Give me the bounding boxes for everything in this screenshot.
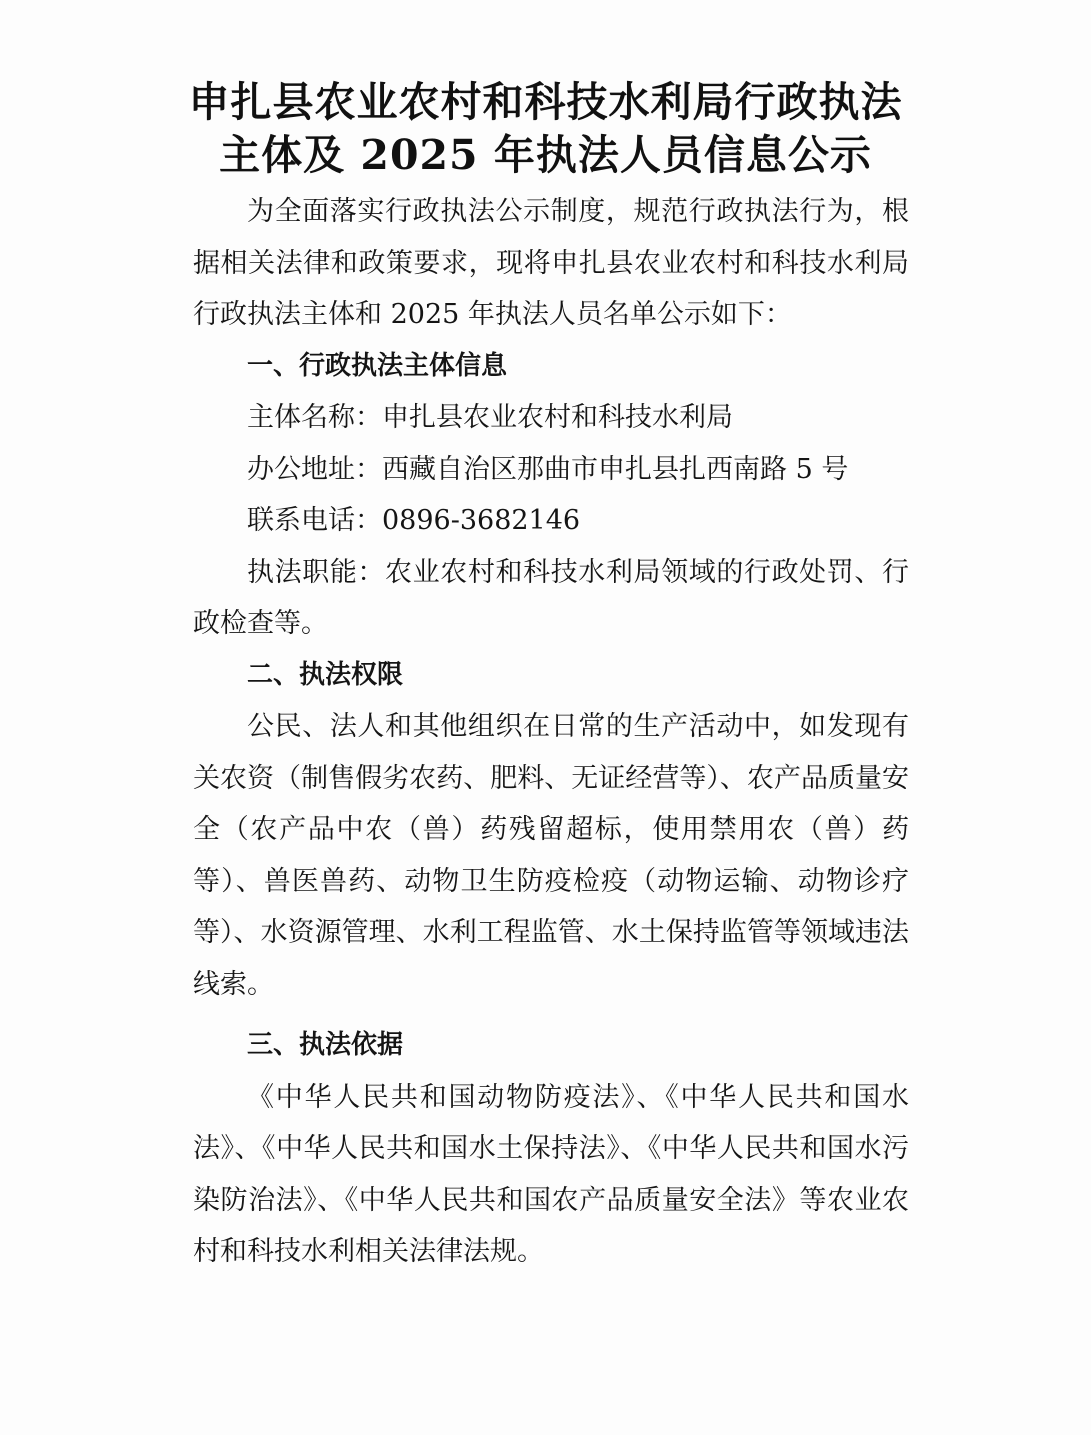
contact-phone: 联系电话：0896-3682146	[247, 505, 581, 536]
office-address: 办公地址：西藏自治区那曲市申扎县扎西南路 5 号	[247, 453, 849, 485]
enforcement-function: 执法职能：农业农村和科技水利局领域的行政处罚、行政检查等。	[193, 556, 909, 639]
section-2-body: 公民、法人和其他组织在日常的生产活动中，如发现有关农资（制售假劣农药、肥料、无证经营等）、农产品质量安全（农产品中农（兽）药残留超标，使用禁用农（兽）药等）、兽医兽药、动物卫生防疫检疫（动物运输、动物诊疗等）、水资源管理、水利工程监管、水土保持监管等领域违法线索。	[193, 711, 909, 1000]
document-body	[193, 186, 909, 1278]
entity-name: 主体名称：申扎县农业农村和科技水利局	[247, 402, 733, 433]
section-3-body: 《中华人民共和国动物防疫法》、《中华人民共和国水法》、《中华人民共和国水土保持法》、《中华人民共和国水污染防治法》、《中华人民共和国农产品质量安全法》等农业农村和科技水利相关法律法规。	[193, 1081, 909, 1267]
document-title-line-2: 主体及 2025 年执法人员信息公示	[219, 131, 872, 179]
document-title-line-1: 申扎县农业农村和科技水利局行政执法	[188, 78, 903, 126]
section-3-heading: 三、执法依据	[247, 1030, 404, 1060]
section-1-heading: 一、行政执法主体信息	[247, 350, 508, 381]
intro-paragraph: 为全面落实行政执法公示制度，规范行政执法行为，根据相关法律和政策要求，现将申扎县农业农村和科技水利局行政执法主体和 2025 年执法人员名单公示如下：	[193, 196, 909, 330]
section-2-heading: 二、执法权限	[247, 659, 404, 690]
